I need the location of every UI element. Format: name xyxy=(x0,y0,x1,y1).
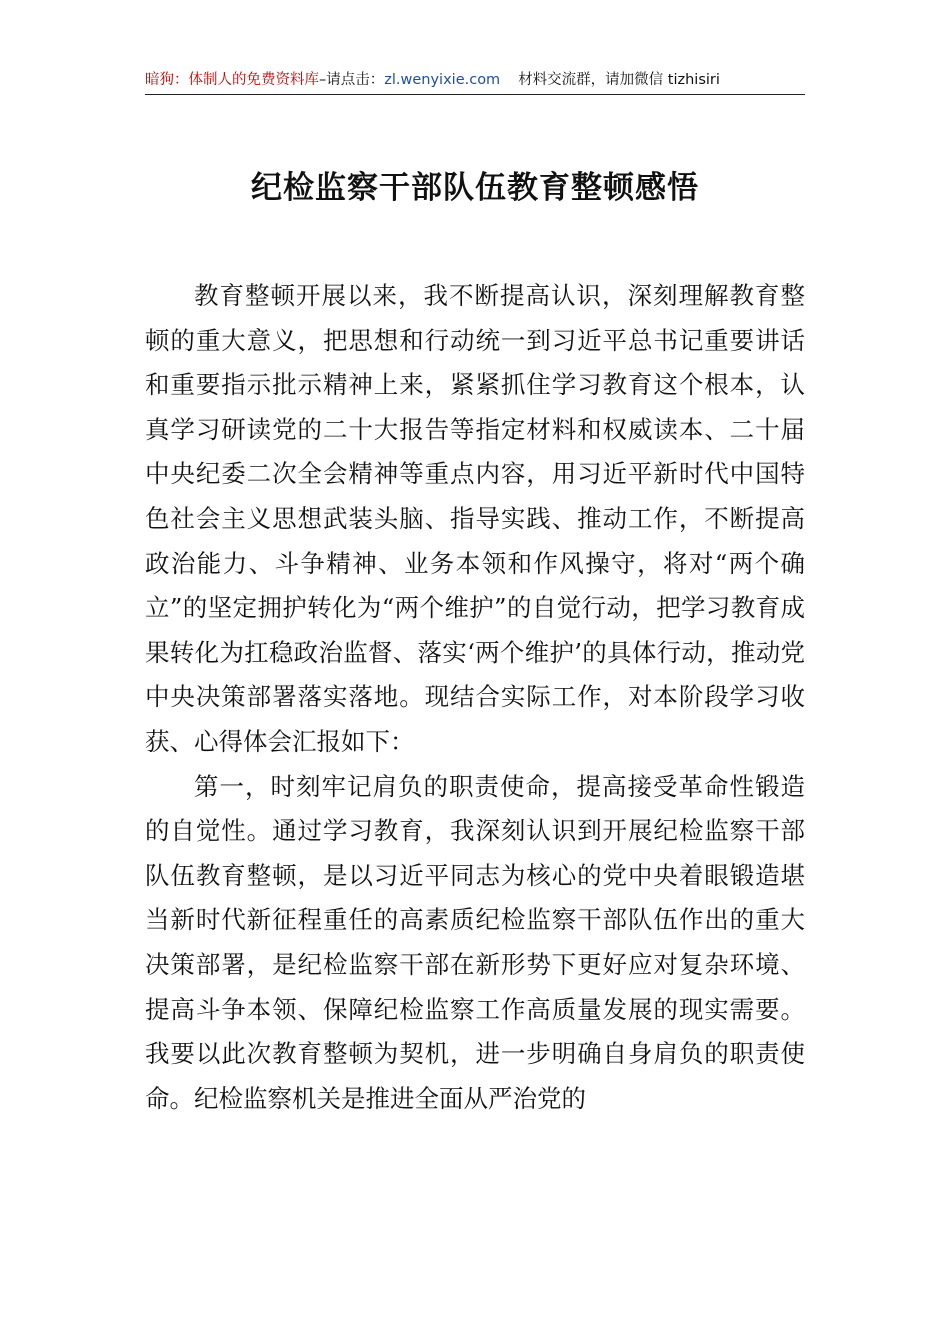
header-link[interactable]: zl.wenyixie.com xyxy=(384,72,501,88)
paragraph-1: 教育整顿开展以来，我不断提高认识，深刻理解教育整顿的重大意义，把思想和行动统一到习近平总书记重要讲话和重要指示批示精神上来，紧紧抓住学习教育这个根本，认真学习研读党的二十大报告等指定材料和权威读本、二十届中央纪委二次全会精神等重点内容，用习近平新时代中国特色社会主义思想武装头脑、指导实践、推动工作，不断提高政治能力、斗争精神、业务本领和作风操守，将对“两个确立”的坚定拥护转化为“两个维护”的自觉行动，把学习教育成果转化为扛稳政治监督、落实‘两个维护’的具体行动，推动党中央决策部署落实落地。现结合实际工作，对本阶段学习收获、心得体会汇报如下： xyxy=(145,281,805,756)
header-prompt: –请点击： xyxy=(319,72,385,88)
header-brand: 暗狗：体制人的免费资料库 xyxy=(145,72,319,88)
header-group-note: 材料交流群，请加微信 tizhisiri xyxy=(518,72,720,88)
page-header xyxy=(145,66,805,95)
document-body xyxy=(145,274,805,1121)
paragraph-2: 第一，时刻牢记肩负的职责使命，提高接受革命性锻造的自觉性。通过学习教育，我深刻认识到开展纪检监察干部队伍教育整顿，是以习近平同志为核心的党中央着眼锻造堪当新时代新征程重任的高素质纪检监察干部队伍作出的重大决策部署，是纪检监察干部在新形势下更好应对复杂环境、提高斗争本领、保障纪检监察工作高质量发展的现实需要。我要以此次教育整顿为契机，进一步明确自身肩负的职责使命。纪检监察机关是推进全面从严治党的 xyxy=(145,771,805,1113)
document-title: 纪检监察干部队伍教育整顿感悟 xyxy=(251,170,699,206)
